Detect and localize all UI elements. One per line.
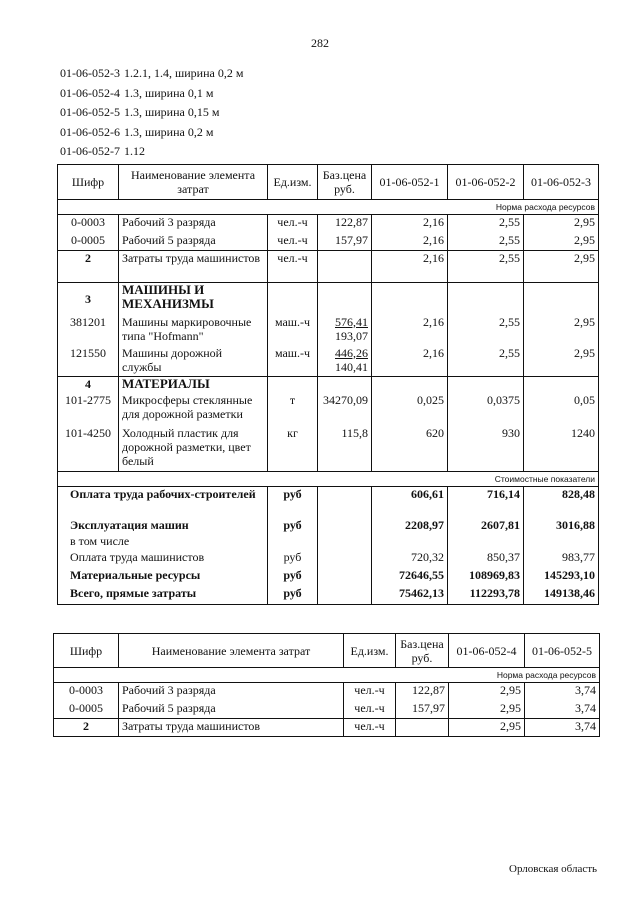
cell-unit: чел.-ч <box>344 701 396 719</box>
cost-value: 2607,81 <box>448 518 524 534</box>
cell-value: 2,55 <box>448 233 524 251</box>
cell-name: Холодный пластик для дорожной разметки, цвет белый <box>119 426 268 472</box>
cell-price: 115,8 <box>318 426 372 472</box>
cell-empty <box>448 283 524 315</box>
cell-value: 930 <box>448 426 524 472</box>
norm-label: Норма расхода ресурсов <box>58 200 599 215</box>
cell-name: Затраты труда машинистов <box>119 719 344 737</box>
cell-price <box>318 315 372 346</box>
table-row <box>54 701 600 719</box>
cost-value: 75462,13 <box>372 586 448 605</box>
cell-empty <box>524 377 599 393</box>
cell-empty <box>524 534 599 550</box>
cell-value: 3,74 <box>525 683 600 701</box>
cell-value: 0,025 <box>372 393 448 426</box>
cost-unit: руб <box>268 550 318 568</box>
resource-table-2 <box>53 633 600 737</box>
cost-row <box>58 534 599 550</box>
col-header: Наименование элемента затрат <box>119 165 268 200</box>
cell-name: Рабочий 3 разряда <box>119 683 344 701</box>
cost-label-row <box>58 472 599 487</box>
cell-unit: маш.-ч <box>268 315 318 346</box>
table-row <box>58 426 599 472</box>
cell-price <box>318 251 372 283</box>
cost-row <box>58 550 599 568</box>
cell-name: Рабочий 5 разряда <box>119 233 268 251</box>
cell-value: 2,55 <box>448 315 524 346</box>
code: 01-06-052-6 <box>60 124 120 139</box>
cell-value: 0,05 <box>524 393 599 426</box>
cell-empty <box>268 377 318 393</box>
cell-empty <box>448 534 524 550</box>
col-header: Баз.цена руб. <box>318 165 372 200</box>
cell-empty <box>318 568 372 586</box>
cell-value: 1240 <box>524 426 599 472</box>
cost-unit: руб <box>268 518 318 534</box>
cell-empty <box>318 487 372 518</box>
cell-code: 3 <box>58 283 119 315</box>
table-row <box>58 346 599 377</box>
cell-code: 121550 <box>58 346 119 377</box>
section-title: МАШИНЫ И МЕХАНИЗМЫ <box>119 283 268 315</box>
price-line: 193,07 <box>335 328 368 343</box>
col-header: Ед.изм. <box>268 165 318 200</box>
cell-value: 2,55 <box>448 346 524 377</box>
cost-value: 2208,97 <box>372 518 448 534</box>
cell-price: 157,97 <box>396 701 449 719</box>
cell-name: Рабочий 5 разряда <box>119 701 344 719</box>
cell-empty <box>372 377 448 393</box>
code-list-item <box>56 123 243 143</box>
code-desc: 1.3, ширина 0,1 м <box>124 85 214 100</box>
cell-name: Рабочий 3 разряда <box>119 215 268 233</box>
cell-price <box>396 719 449 737</box>
cell-code: 0-0003 <box>54 683 119 701</box>
cell-empty <box>318 518 372 534</box>
cell-unit: т <box>268 393 318 426</box>
cell-unit: кг <box>268 426 318 472</box>
cell-code: 381201 <box>58 315 119 346</box>
cost-value: 716,14 <box>448 487 524 518</box>
cell-value: 2,95 <box>524 233 599 251</box>
cell-value: 0,0375 <box>448 393 524 426</box>
code: 01-06-052-5 <box>60 105 120 119</box>
cell-empty <box>318 377 372 393</box>
cost-unit: руб <box>268 568 318 586</box>
cell-code: 101-4250 <box>58 426 119 472</box>
section-row <box>58 377 599 393</box>
table-row <box>58 393 599 426</box>
cell-value: 2,95 <box>524 251 599 283</box>
table-header-row <box>54 634 600 668</box>
cell-value: 2,95 <box>449 683 525 701</box>
cell-code: 0-0003 <box>58 215 119 233</box>
norm-label-row <box>58 200 599 215</box>
cell-code: 2 <box>54 719 119 737</box>
cell-unit: чел.-ч <box>268 215 318 233</box>
table-row <box>54 719 600 737</box>
cost-name: Всего, прямые затраты <box>58 586 268 605</box>
cell-name: Затраты труда машинистов <box>119 251 268 283</box>
code-desc: 1.12 <box>124 144 145 158</box>
cell-empty <box>372 534 448 550</box>
section-title: МАТЕРИАЛЫ <box>119 377 268 393</box>
cell-price: 157,97 <box>318 233 372 251</box>
code-desc: 1.3, ширина 0,15 м <box>124 105 220 119</box>
cell-code: 2 <box>58 251 119 283</box>
cell-value: 2,95 <box>524 346 599 377</box>
col-header: Шифр <box>58 165 119 200</box>
cost-value: 112293,78 <box>448 586 524 605</box>
cost-unit: руб <box>268 487 318 518</box>
region-footer: Орловская область <box>509 863 598 875</box>
table-row <box>58 315 599 346</box>
cell-empty <box>318 586 372 605</box>
cell-value: 2,95 <box>449 701 525 719</box>
col-header: 01-06-052-1 <box>372 165 448 200</box>
cell-empty <box>524 283 599 315</box>
code: 01-06-052-7 <box>60 144 120 158</box>
cost-row <box>58 568 599 586</box>
cell-code: 101-2775 <box>58 393 119 426</box>
cell-price: 122,87 <box>396 683 449 701</box>
code: 01-06-052-3 <box>60 66 120 80</box>
cell-value: 3,74 <box>525 719 600 737</box>
cell-price <box>318 346 372 377</box>
page-number: 282 <box>311 36 329 50</box>
table-header-row <box>58 165 599 200</box>
cost-label: Стоимостные показатели <box>58 472 599 487</box>
code-list <box>56 64 243 162</box>
cost-value: 720,32 <box>372 550 448 568</box>
table-row <box>54 683 600 701</box>
cell-code: 4 <box>58 377 119 393</box>
cost-name: Оплата труда машинистов <box>58 550 268 568</box>
code-list-item <box>56 84 243 104</box>
col-header: Баз.цена руб. <box>396 634 449 668</box>
cost-value: 850,37 <box>448 550 524 568</box>
col-header: Наименование элемента затрат <box>119 634 344 668</box>
cell-value: 2,16 <box>372 251 448 283</box>
cell-unit: чел.-ч <box>268 233 318 251</box>
cell-empty <box>448 377 524 393</box>
cost-value: 108969,83 <box>448 568 524 586</box>
cell-empty <box>318 283 372 315</box>
cell-unit: чел.-ч <box>344 719 396 737</box>
col-header: 01-06-052-3 <box>524 165 599 200</box>
cost-name: Эксплуатация машин <box>58 518 268 534</box>
code-list-item <box>56 142 243 162</box>
cost-name: в том числе <box>58 534 268 550</box>
code-desc: 1.3, ширина 0,2 м <box>124 124 214 139</box>
code-desc: 1.2.1, 1.4, ширина 0,2 м <box>124 66 244 80</box>
cost-row <box>58 518 599 534</box>
table-row <box>58 233 599 251</box>
cell-unit: чел.-ч <box>344 683 396 701</box>
cell-price: 122,87 <box>318 215 372 233</box>
cell-empty <box>268 534 318 550</box>
cost-value: 983,77 <box>524 550 599 568</box>
col-header: 01-06-052-5 <box>525 634 600 668</box>
cost-name: Оплата труда рабочих-строителей <box>58 487 268 518</box>
price-line: 446,26 <box>335 345 368 360</box>
cost-value: 72646,55 <box>372 568 448 586</box>
norm-label: Норма расхода ресурсов <box>54 668 600 683</box>
cell-name: Микросферы стеклянные для дорожной разметки <box>119 393 268 426</box>
code-list-item <box>56 103 243 123</box>
col-header: 01-06-052-4 <box>449 634 525 668</box>
cell-value: 2,95 <box>449 719 525 737</box>
col-header: Шифр <box>54 634 119 668</box>
code: 01-06-052-4 <box>60 85 120 100</box>
cell-value: 2,16 <box>372 315 448 346</box>
cell-value: 2,16 <box>372 215 448 233</box>
cost-row <box>58 487 599 518</box>
cell-empty <box>318 550 372 568</box>
col-header: Ед.изм. <box>344 634 396 668</box>
price-line: 140,41 <box>335 359 368 374</box>
cell-value: 2,16 <box>372 233 448 251</box>
cell-value: 3,74 <box>525 701 600 719</box>
col-header: 01-06-052-2 <box>448 165 524 200</box>
cell-value: 2,55 <box>448 215 524 233</box>
cell-unit: маш.-ч <box>268 346 318 377</box>
cell-empty <box>318 534 372 550</box>
cell-code: 0-0005 <box>58 233 119 251</box>
cost-row-total <box>58 586 599 605</box>
cost-value: 3016,88 <box>524 518 599 534</box>
cell-value: 620 <box>372 426 448 472</box>
cell-price: 34270,09 <box>318 393 372 426</box>
cost-name: Материальные ресурсы <box>58 568 268 586</box>
cell-name: Машины дорожной службы <box>119 346 268 377</box>
resource-table-1 <box>57 164 599 605</box>
cost-value: 145293,10 <box>524 568 599 586</box>
cell-value: 2,55 <box>448 251 524 283</box>
table-row <box>58 251 599 283</box>
code-list-item <box>56 64 243 84</box>
cell-empty <box>268 283 318 315</box>
price-line: 576,41 <box>335 314 368 329</box>
cell-value: 2,95 <box>524 315 599 346</box>
section-row <box>58 283 599 315</box>
cell-name: Машины маркировочные типа "Hofmann" <box>119 315 268 346</box>
cost-value: 606,61 <box>372 487 448 518</box>
cost-value: 149138,46 <box>524 586 599 605</box>
norm-label-row <box>54 668 600 683</box>
cell-unit: чел.-ч <box>268 251 318 283</box>
cell-value: 2,95 <box>524 215 599 233</box>
cell-value: 2,16 <box>372 346 448 377</box>
cell-code: 0-0005 <box>54 701 119 719</box>
table-row <box>58 215 599 233</box>
cost-value: 828,48 <box>524 487 599 518</box>
cell-empty <box>372 283 448 315</box>
cost-unit: руб <box>268 586 318 605</box>
